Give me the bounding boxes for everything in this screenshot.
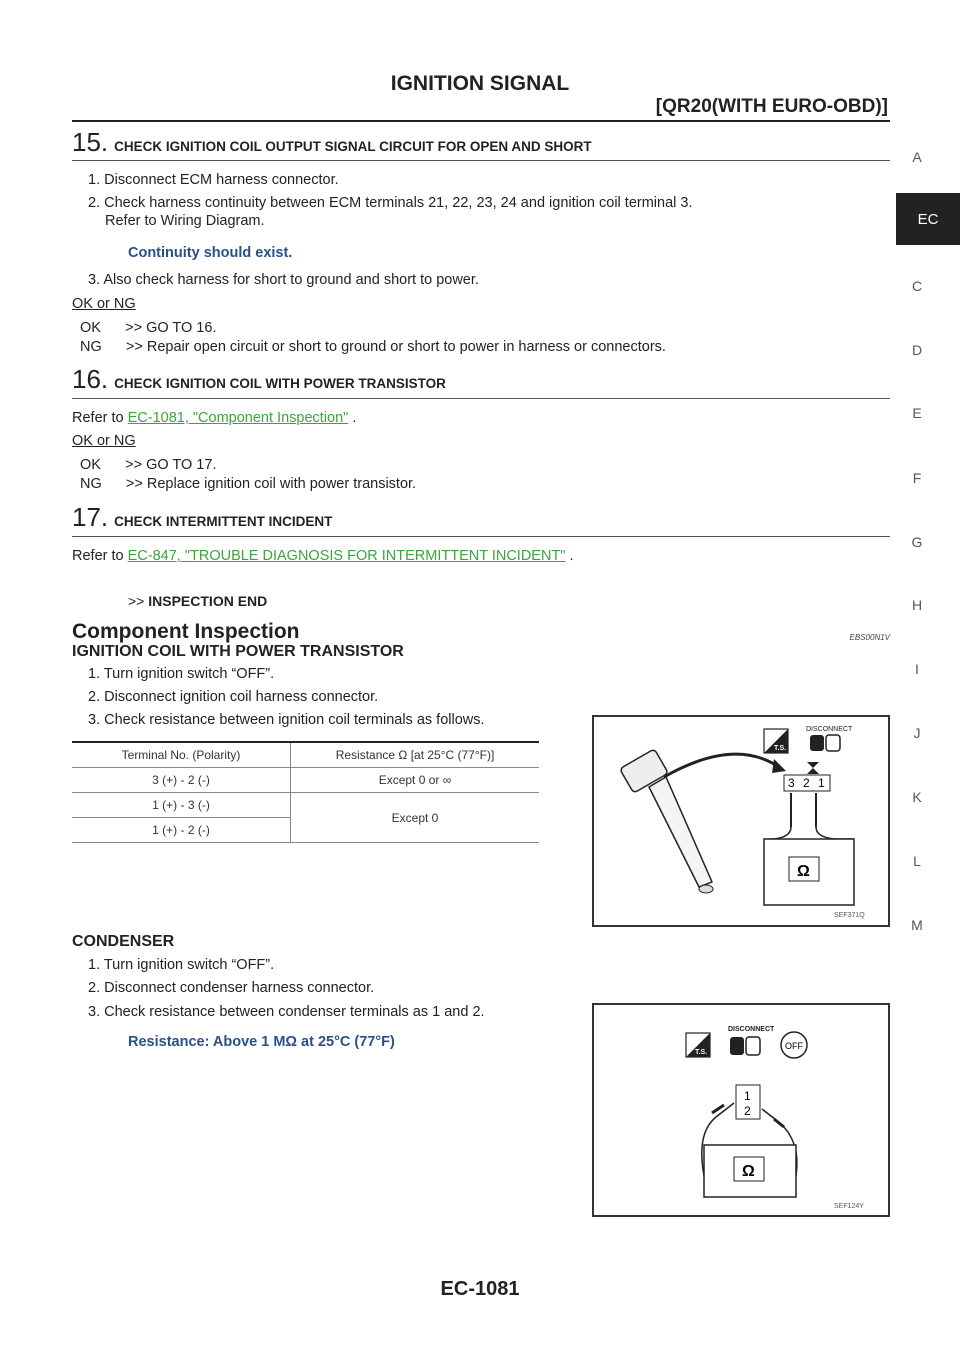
condenser-heading: CONDENSER bbox=[72, 933, 175, 950]
resistance-table bbox=[72, 741, 539, 843]
probe-lead-b bbox=[774, 1119, 784, 1127]
condenser-spec: Resistance: Above 1 MΩ at 25°C (77°F) bbox=[128, 1034, 395, 1050]
step-title: CHECK IGNITION COIL WITH POWER TRANSISTOR bbox=[114, 376, 446, 391]
table-cell: Except 0 bbox=[291, 793, 540, 843]
figure-code: SEF124Y bbox=[834, 1203, 864, 1210]
terminal-1: 1 bbox=[818, 776, 825, 790]
table-row bbox=[72, 793, 539, 818]
ok-or-ng: OK or NG bbox=[72, 433, 136, 449]
ignition-coil-icon bbox=[620, 749, 713, 893]
section-code: EBS00N1V bbox=[849, 633, 890, 642]
condenser-figure bbox=[592, 1003, 890, 1217]
step-title: CHECK IGNITION COIL OUTPUT SIGNAL CIRCUIT FOR OPEN AND SHORT bbox=[114, 139, 592, 154]
step-item: 1. Turn ignition switch “OFF”. bbox=[88, 666, 275, 682]
step-title: CHECK INTERMITTENT INCIDENT bbox=[114, 514, 333, 529]
ohm-symbol: Ω bbox=[742, 1163, 755, 1180]
terminal-1: 1 bbox=[744, 1089, 751, 1103]
ignition-coil-figure bbox=[592, 715, 890, 927]
table-cell: Except 0 or ∞ bbox=[291, 768, 540, 793]
side-tab-k[interactable]: K bbox=[912, 789, 922, 805]
step-number: 16. bbox=[72, 364, 109, 394]
section-title: Component Inspection bbox=[72, 620, 300, 643]
intermittent-incident-link[interactable]: EC-847, "TROUBLE DIAGNOSIS FOR INTERMITTENT INCIDENT" bbox=[127, 548, 566, 564]
step-rule bbox=[72, 160, 890, 161]
connector-icon-b bbox=[826, 735, 840, 751]
step-item: 3. Check resistance between condenser terminals as 1 and 2. bbox=[88, 1004, 485, 1020]
step-item: 2. Check harness continuity between ECM terminals 21, 22, 23, 24 and ignition coil terminal 3. bbox=[88, 195, 693, 211]
side-tab-a[interactable]: A bbox=[912, 149, 922, 165]
figure-code: SEF371Q bbox=[834, 912, 865, 919]
step-item: 1. Disconnect ECM harness connector. bbox=[88, 172, 339, 188]
table-cell: 3 (+) - 2 (-) bbox=[72, 768, 291, 793]
ok-result: OK >> GO TO 16. bbox=[80, 320, 217, 336]
arrow-line bbox=[664, 754, 779, 777]
side-tab-ec-active[interactable]: EC bbox=[896, 193, 960, 245]
ts-label: T.S. bbox=[774, 745, 787, 752]
disconnect-label: DISCONNECT bbox=[806, 726, 853, 733]
terminal-marker-b bbox=[807, 768, 819, 774]
component-inspection-link[interactable]: EC-1081, "Component Inspection" bbox=[127, 410, 349, 426]
connector-icon-b bbox=[746, 1037, 760, 1055]
ng-result: NG >> Replace ignition coil with power transistor. bbox=[80, 476, 417, 492]
step-item: 3. Also check harness for short to ground and short to power. bbox=[88, 272, 479, 288]
header-rule bbox=[72, 120, 890, 122]
disconnect-label: DISCONNECT bbox=[728, 1026, 775, 1033]
probe-wire bbox=[769, 827, 791, 839]
step-rule bbox=[72, 536, 890, 537]
inspection-end: >> INSPECTION END bbox=[128, 593, 268, 609]
step-item: 1. Turn ignition switch “OFF”. bbox=[88, 957, 275, 973]
probe-wire-b bbox=[816, 827, 854, 839]
step-number: 17. bbox=[72, 502, 109, 532]
step-number: 15. bbox=[72, 127, 109, 157]
connector-icon bbox=[810, 735, 824, 751]
side-tab-m[interactable]: M bbox=[911, 917, 923, 933]
page-number: EC-1081 bbox=[440, 1278, 520, 1300]
ok-or-ng: OK or NG bbox=[72, 296, 136, 312]
page-title: IGNITION SIGNAL bbox=[390, 72, 570, 95]
ohm-symbol: Ω bbox=[797, 863, 810, 880]
step-item: Refer to Wiring Diagram. bbox=[105, 213, 265, 229]
side-tab-d[interactable]: D bbox=[911, 342, 923, 358]
terminal-2: 2 bbox=[744, 1104, 751, 1118]
table-row bbox=[72, 768, 539, 793]
engine-subtitle: [QR20(WITH EURO-OBD)] bbox=[655, 96, 888, 117]
step-17-heading bbox=[72, 502, 890, 533]
terminal-3: 3 bbox=[788, 776, 795, 790]
side-tab-h[interactable]: H bbox=[911, 597, 923, 613]
table-cell: 1 (+) - 2 (-) bbox=[72, 818, 291, 843]
connector-icon bbox=[730, 1037, 744, 1055]
step-item: 2. Disconnect condenser harness connector. bbox=[88, 980, 375, 996]
side-tab-j[interactable]: J bbox=[913, 725, 921, 741]
side-tab-c[interactable]: C bbox=[911, 278, 923, 294]
step-rule bbox=[72, 398, 890, 399]
ignition-coil-diagram bbox=[594, 717, 888, 925]
arrow-head bbox=[772, 759, 786, 773]
ts-label: T.S. bbox=[695, 1049, 708, 1056]
ng-result: NG >> Repair open circuit or short to ground or short to power in harness or connectors. bbox=[80, 339, 666, 355]
step-16-heading bbox=[72, 364, 890, 395]
side-tab-f[interactable]: F bbox=[912, 470, 922, 486]
side-tab-i[interactable]: I bbox=[915, 661, 919, 677]
condenser-diagram bbox=[594, 1005, 888, 1215]
terminal-2: 2 bbox=[803, 776, 810, 790]
step-15-heading bbox=[72, 127, 890, 158]
side-tab-l[interactable]: L bbox=[913, 853, 921, 869]
ok-result: OK >> GO TO 17. bbox=[80, 457, 217, 473]
table-cell: 1 (+) - 3 (-) bbox=[72, 793, 291, 818]
refer-line: Refer to EC-847, "TROUBLE DIAGNOSIS FOR INTERMITTENT INCIDENT" . bbox=[72, 548, 574, 564]
spec-text: Continuity should exist. bbox=[128, 245, 293, 261]
off-label: OFF bbox=[785, 1041, 803, 1051]
side-tab-g[interactable]: G bbox=[911, 534, 923, 550]
table-header: Resistance Ω [at 25°C (77°F)] bbox=[291, 742, 540, 768]
side-tab-e[interactable]: E bbox=[912, 405, 922, 421]
refer-line: Refer to EC-1081, "Component Inspection" . bbox=[72, 410, 357, 426]
terminal-marker bbox=[807, 762, 819, 768]
step-item: 2. Disconnect ignition coil harness connector. bbox=[88, 689, 379, 705]
step-item: 3. Check resistance between ignition coil terminals as follows. bbox=[88, 712, 485, 728]
coil-heading: IGNITION COIL WITH POWER TRANSISTOR bbox=[72, 643, 404, 660]
table-header: Terminal No. (Polarity) bbox=[72, 742, 291, 768]
